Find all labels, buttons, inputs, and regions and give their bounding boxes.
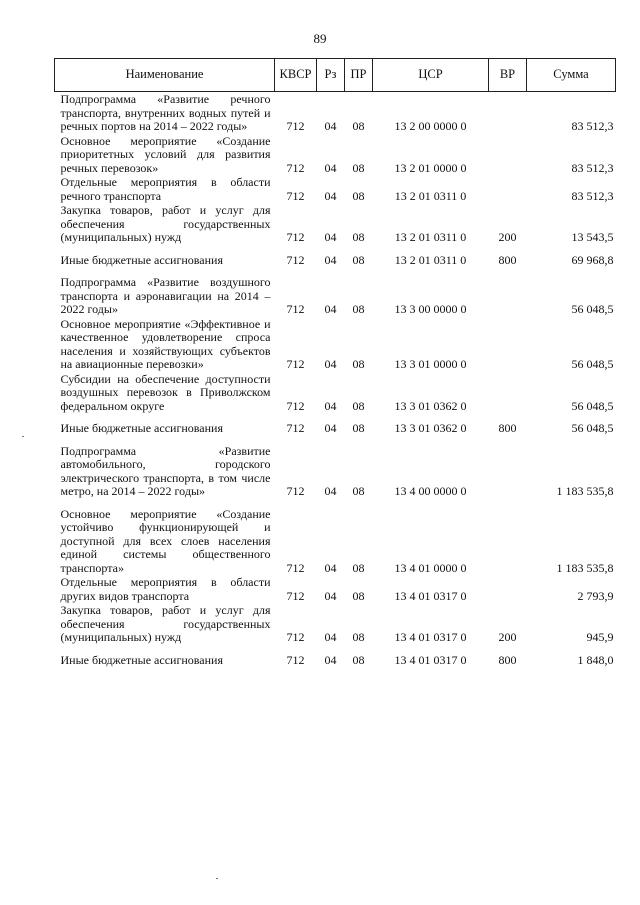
- cell-vr: 200: [498, 230, 517, 244]
- cell-pr: 08: [352, 484, 365, 498]
- cell-vr: [489, 92, 527, 134]
- cell-rz: 04: [324, 560, 337, 575]
- table-row: [55, 275, 616, 317]
- cell-vr: [489, 444, 527, 507]
- header-vr: ВР: [489, 59, 527, 92]
- cell-csr: 13 4 01 0317 0: [394, 588, 467, 603]
- cell-kvsr: 712: [286, 421, 305, 435]
- cell-rz: 04: [324, 302, 337, 316]
- table-row: [55, 372, 616, 422]
- cell-sum: 56 048,5: [571, 357, 614, 371]
- header-kvsr: КВСР: [275, 59, 317, 92]
- cell-pr: 08: [352, 160, 365, 175]
- cell-pr: 08: [352, 588, 365, 603]
- cell-rz: 04: [324, 630, 337, 644]
- cell-pr: 08: [352, 652, 365, 667]
- cell-sum: 1 183 535,8: [556, 560, 614, 575]
- cell-kvsr: 712: [286, 630, 305, 644]
- cell-kvsr: 712: [286, 398, 305, 413]
- cell-name: Отдельные мероприятия в области других видов транспорта: [60, 575, 271, 603]
- cell-sum: 56 048,5: [571, 398, 614, 413]
- cell-vr: 800: [498, 652, 517, 667]
- cell-name: Закупка товаров, работ и услуг для обеспечения государственных (муниципальных) нужд: [60, 203, 271, 244]
- cell-vr: [489, 134, 527, 176]
- cell-vr: 200: [498, 630, 517, 644]
- cell-csr: 13 2 01 0311 0: [394, 188, 467, 203]
- cell-sum: 56 048,5: [571, 302, 614, 316]
- cell-kvsr: 712: [286, 188, 305, 203]
- cell-name: Подпрограмма «Развитие речного транспорта, внутренних водных путей и речных портов на 2014 – 2022 годы»: [60, 92, 271, 133]
- cell-pr: 08: [352, 230, 365, 244]
- cell-csr: 13 2 01 0311 0: [394, 230, 467, 244]
- cell-name: Основное мероприятие «Создание устойчиво функционирующей и доступной для всех слоев населения единой системы общественного транспорта»: [60, 506, 271, 575]
- cell-csr: 13 3 01 0000 0: [394, 357, 467, 371]
- cell-vr: [489, 175, 527, 203]
- cell-rz: 04: [324, 398, 337, 413]
- cell-pr: 08: [352, 630, 365, 644]
- table-row: [55, 134, 616, 176]
- table-row: [55, 603, 616, 653]
- cell-vr: [489, 507, 527, 576]
- cell-csr: 13 2 01 0311 0: [394, 252, 467, 267]
- table-row: [55, 175, 616, 203]
- cell-pr: 08: [352, 188, 365, 203]
- cell-vr: 800: [498, 252, 517, 267]
- cell-sum: 83 512,3: [571, 188, 614, 203]
- table-row: [55, 421, 616, 444]
- cell-rz: 04: [324, 188, 337, 203]
- cell-csr: 13 4 01 0000 0: [394, 560, 467, 575]
- cell-sum: 56 048,5: [571, 421, 614, 435]
- cell-sum: 945,9: [586, 630, 614, 644]
- cell-vr: [489, 575, 527, 603]
- cell-sum: 1 848,0: [577, 652, 614, 667]
- header-csr: ЦСР: [373, 59, 489, 92]
- cell-sum: 13 543,5: [571, 230, 614, 244]
- header-name: Наименование: [55, 59, 275, 92]
- cell-name: Субсидии на обеспечение доступности воздушных перевозок в Приволжском федеральном округе: [60, 371, 271, 413]
- cell-rz: 04: [324, 357, 337, 371]
- cell-sum: 69 968,8: [571, 252, 614, 267]
- cell-sum: 83 512,3: [571, 119, 614, 133]
- cell-pr: 08: [352, 560, 365, 575]
- cell-name: Иные бюджетные ассигнования: [60, 421, 223, 435]
- cell-csr: 13 3 01 0362 0: [394, 398, 467, 413]
- cell-vr: [489, 317, 527, 372]
- cell-rz: 04: [324, 230, 337, 244]
- cell-sum: 1 183 535,8: [556, 484, 614, 498]
- table-row: [55, 507, 616, 576]
- cell-name: Отдельные мероприятия в области речного транспорта: [60, 175, 271, 203]
- cell-vr: 800: [498, 421, 517, 435]
- cell-csr: 13 4 00 0000 0: [394, 484, 467, 498]
- cell-pr: 08: [352, 398, 365, 413]
- table-header: [55, 59, 616, 92]
- cell-vr: [489, 275, 527, 317]
- cell-csr: 13 2 01 0000 0: [394, 160, 467, 175]
- cell-rz: 04: [324, 588, 337, 603]
- cell-csr: 13 3 00 0000 0: [394, 302, 467, 316]
- cell-kvsr: 712: [286, 357, 305, 371]
- table-row: [55, 253, 616, 276]
- cell-kvsr: 712: [286, 560, 305, 575]
- cell-rz: 04: [324, 252, 337, 267]
- cell-name: Иные бюджетные ассигнования: [60, 252, 223, 267]
- cell-pr: 08: [352, 421, 365, 435]
- cell-kvsr: 712: [286, 160, 305, 175]
- header-rz: Рз: [317, 59, 345, 92]
- cell-pr: 08: [352, 302, 365, 316]
- cell-kvsr: 712: [286, 230, 305, 244]
- cell-sum: 2 793,9: [577, 588, 614, 603]
- table-row: [55, 92, 616, 134]
- cell-kvsr: 712: [286, 484, 305, 498]
- cell-csr: 13 3 01 0362 0: [394, 421, 467, 435]
- cell-rz: 04: [324, 160, 337, 175]
- header-pr: ПР: [345, 59, 373, 92]
- cell-kvsr: 712: [286, 302, 305, 316]
- table-row: [55, 317, 616, 372]
- cell-kvsr: 712: [286, 588, 305, 603]
- header-sum: Сумма: [527, 59, 616, 92]
- cell-pr: 08: [352, 357, 365, 371]
- cell-rz: 04: [324, 652, 337, 667]
- scan-speck: [216, 878, 218, 879]
- scan-speck: [22, 436, 24, 437]
- cell-kvsr: 712: [286, 252, 305, 267]
- cell-rz: 04: [324, 421, 337, 435]
- cell-name: Иные бюджетные ассигнования: [60, 652, 223, 667]
- cell-rz: 04: [324, 119, 337, 133]
- cell-name: Подпрограмма «Развитие автомобильного, городского электрического транспорта, в том числе метро, на 2014 – 2022 годы»: [60, 443, 271, 498]
- cell-rz: 04: [324, 484, 337, 498]
- table-row: [55, 653, 616, 668]
- table-row: [55, 444, 616, 507]
- cell-kvsr: 712: [286, 652, 305, 667]
- cell-pr: 08: [352, 252, 365, 267]
- cell-name: Основное мероприятие «Создание приоритетных условий для развития речных перевозок»: [60, 133, 271, 175]
- cell-csr: 13 4 01 0317 0: [394, 630, 467, 644]
- cell-sum: 83 512,3: [571, 160, 614, 175]
- cell-name: Подпрограмма «Развитие воздушного транспорта и аэронавигации на 2014 – 2022 годы»: [60, 275, 271, 316]
- page-number: 89: [313, 31, 327, 46]
- cell-kvsr: 712: [286, 119, 305, 133]
- cell-vr: [489, 372, 527, 422]
- cell-pr: 08: [352, 119, 365, 133]
- table-body: [55, 92, 616, 668]
- cell-csr: 13 2 00 0000 0: [394, 119, 467, 133]
- budget-table: [54, 58, 616, 667]
- cell-name: Закупка товаров, работ и услуг для обеспечения государственных (муниципальных) нужд: [60, 603, 271, 644]
- cell-csr: 13 4 01 0317 0: [394, 652, 467, 667]
- table-row: [55, 575, 616, 603]
- table-row: [55, 203, 616, 253]
- cell-name: Основное мероприятие «Эффективное и качественное удовлетворение спроса населения и хозяйствующих субъектов на авиационные перевозки»: [60, 316, 271, 371]
